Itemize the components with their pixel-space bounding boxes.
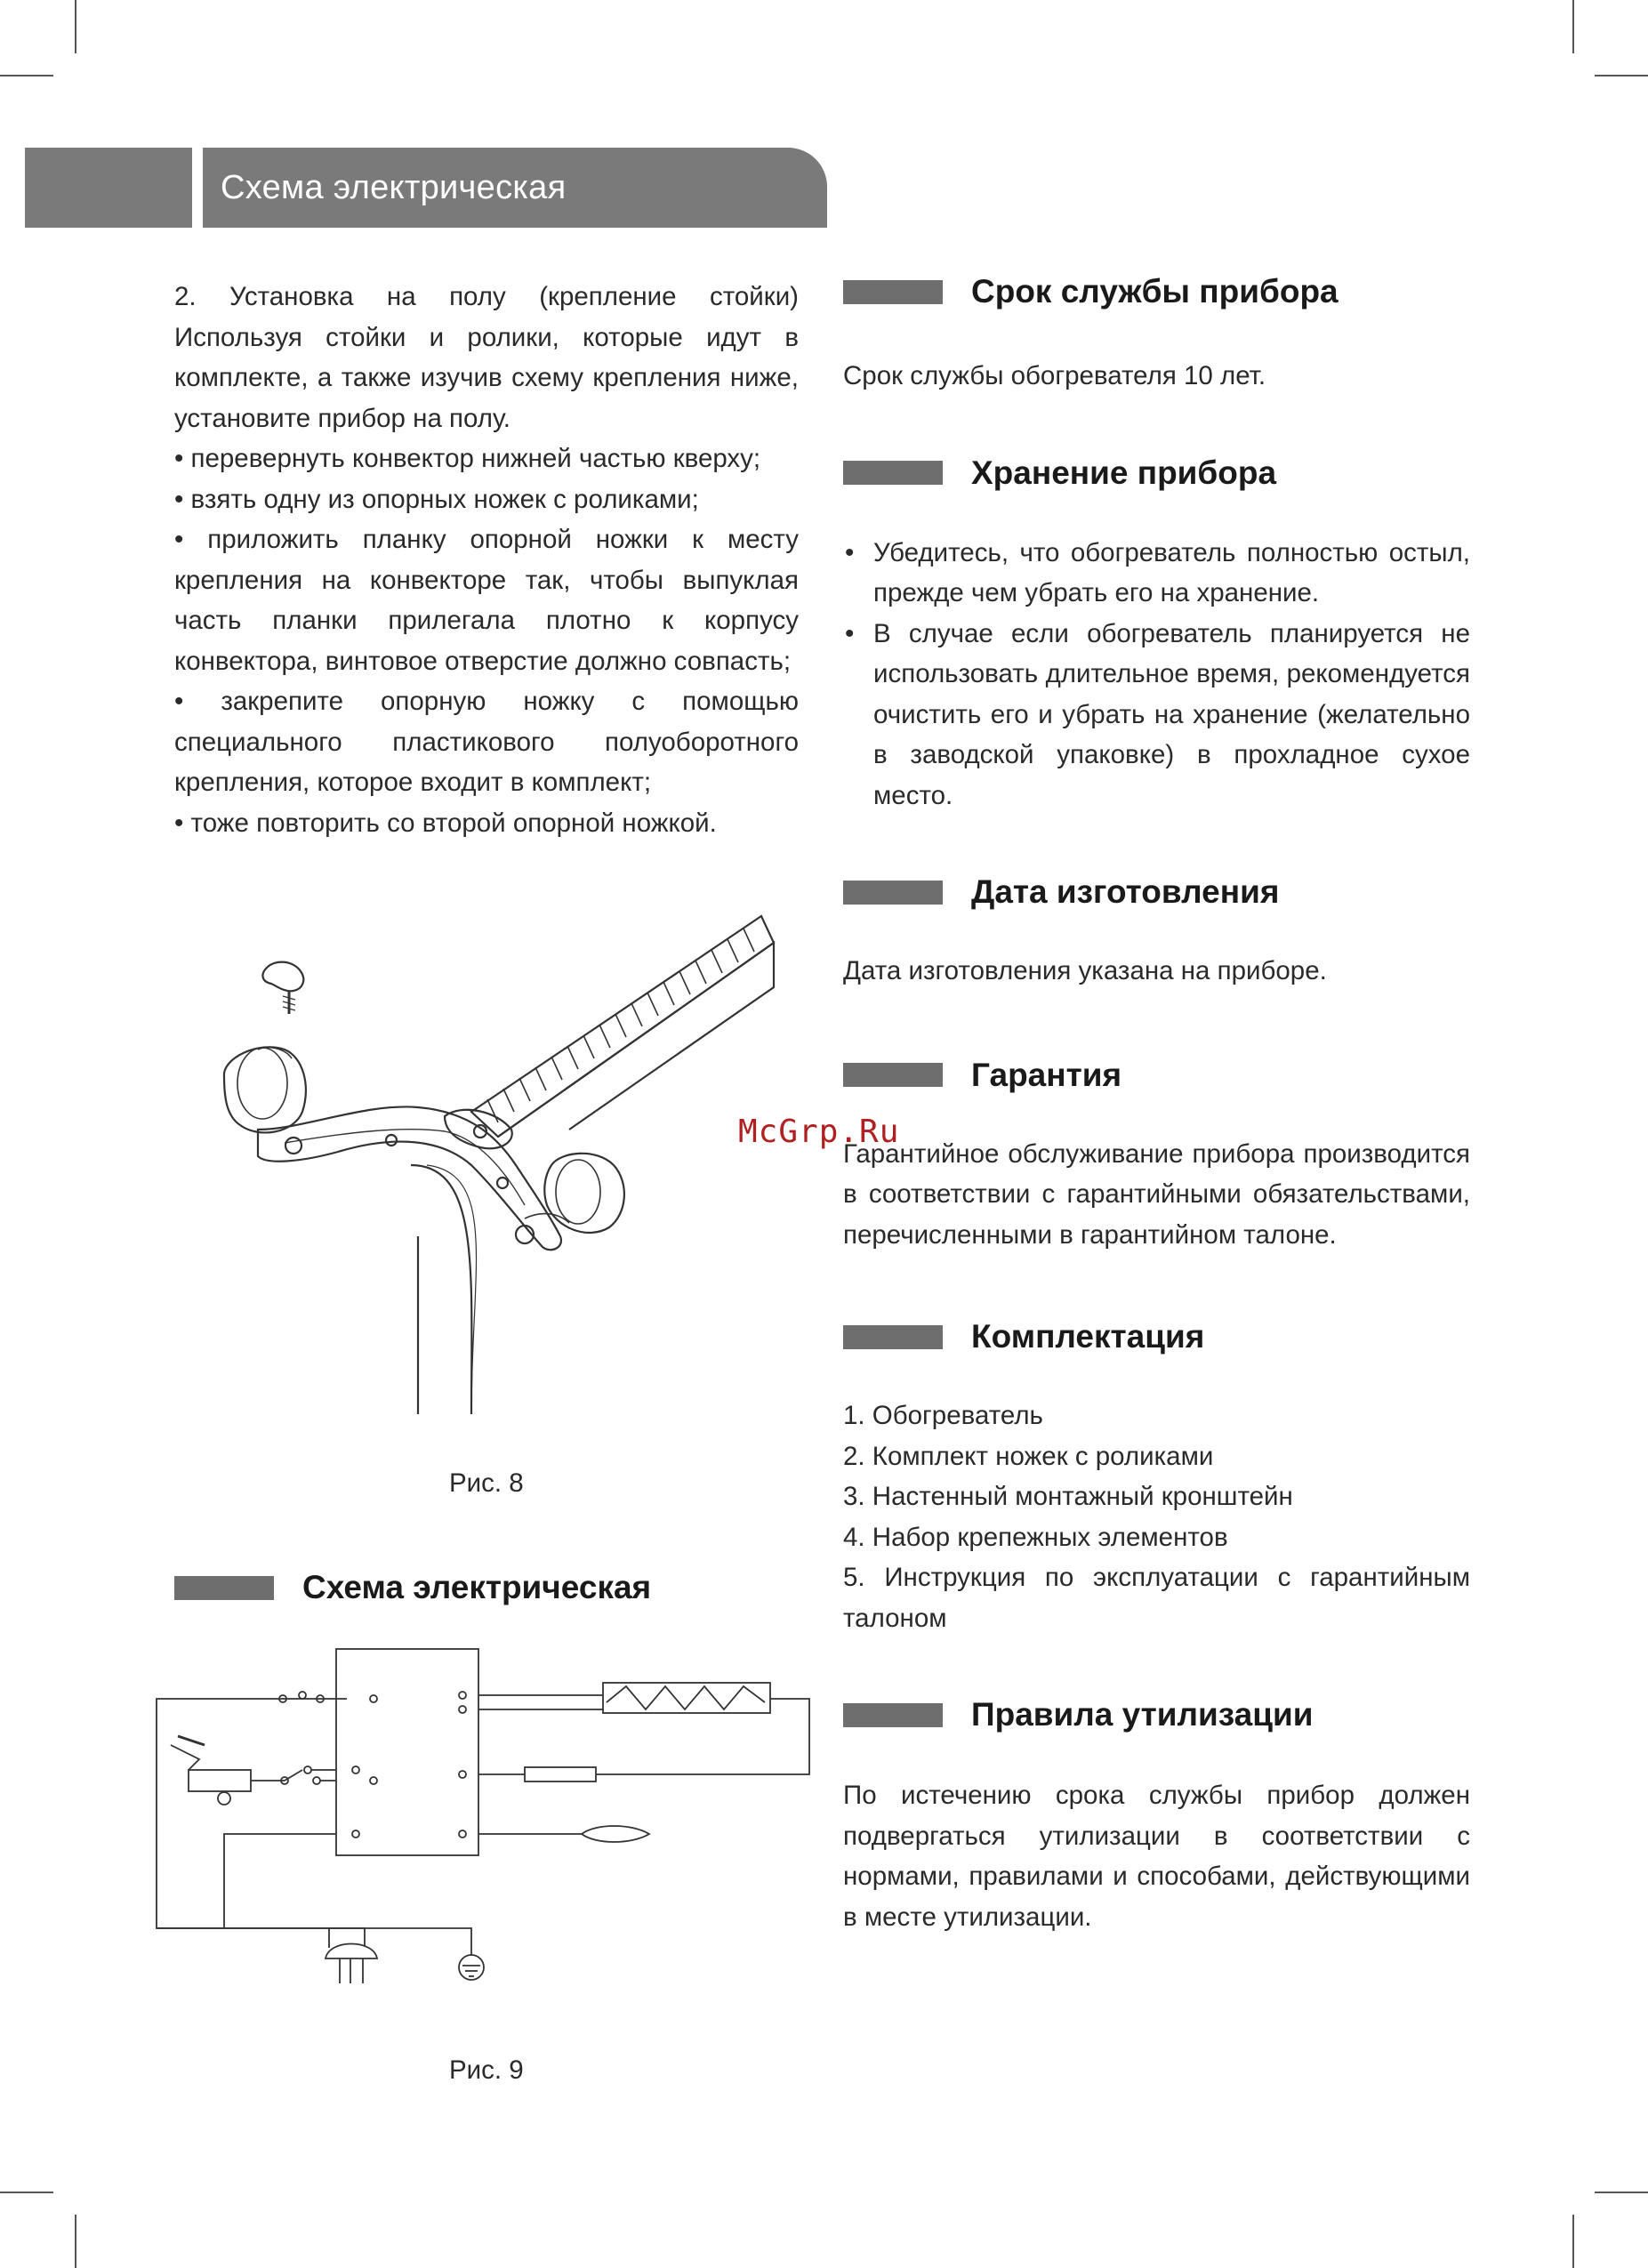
crop-mark: [1595, 2192, 1648, 2193]
list-item: 4. Набор крепежных элементов: [843, 1522, 1228, 1552]
crop-mark: [75, 0, 76, 53]
section-bar: [843, 1703, 943, 1727]
crop-mark: [1572, 0, 1574, 53]
section-bar: [174, 1576, 274, 1600]
section-head-disposal: [843, 1688, 1470, 1741]
list-item: 2. Комплект ножек с роликами: [843, 1441, 1214, 1471]
figure-8-caption: Рис. 8: [449, 1468, 524, 1498]
crop-mark: [0, 2192, 53, 2193]
page-title: Схема электрическая: [221, 168, 567, 206]
section-title: Дата изготовления: [971, 873, 1280, 910]
manufacture-date-text: Дата изготовления указана на приборе.: [843, 956, 1327, 985]
right-column: [843, 265, 1470, 1937]
install-step: • приложить планку опорной ножки к месту крепления на конвекторе так, чтобы выпуклая часть планки прилегала плотно к корпусу конвектора, винтовое отверстие должно совпасть;: [174, 525, 799, 676]
install-step: • тоже повторить со второй опорной ножкой.: [174, 808, 717, 838]
disposal-text: По истечению срока службы прибор должен подвергаться утилизации в соответствии с нормами, правилами и способами, действующими в месте утилизации.: [843, 1781, 1470, 1932]
section-head-schema: [174, 1561, 651, 1614]
storage-list: [843, 533, 1470, 816]
section-title: Комплектация: [971, 1318, 1205, 1355]
leg-assembly-figure: [205, 898, 809, 1423]
figure-9-caption: Рис. 9: [449, 2055, 524, 2085]
list-item: 3. Настенный монтажный кронштейн: [843, 1482, 1293, 1511]
section-head-warranty: [843, 1049, 1470, 1102]
section-bar: [843, 1063, 943, 1087]
watermark: McGrp.Ru: [738, 1114, 900, 1150]
section-title: Срок службы прибора: [971, 273, 1338, 310]
section-title: Хранение прибора: [971, 454, 1277, 491]
list-item: • Убедитесь, что обогреватель полностью остыл, прежде чем убрать его на хранение.: [843, 533, 1470, 614]
section-title: Гарантия: [971, 1056, 1122, 1093]
section-bar: [843, 461, 943, 485]
list-item: 5. Инструкция по эксплуатации с гарантийным талоном: [843, 1563, 1470, 1633]
install-step: • перевернуть конвектор нижней частью кверху;: [174, 444, 761, 473]
wiring-diagram: [151, 1645, 827, 2010]
section-title: Схема электрическая: [302, 1569, 652, 1605]
crop-mark: [75, 2215, 76, 2268]
section-bar: [843, 1325, 943, 1349]
crop-mark: [0, 75, 53, 76]
service-life-text: Срок службы обогревателя 10 лет.: [843, 361, 1266, 390]
section-head-service-life: [843, 265, 1470, 318]
section-head-storage: [843, 446, 1470, 500]
install-step: • взять одну из опорных ножек с роликами;: [174, 484, 699, 514]
install-step: • закрепите опорную ножку с помощью специального пластикового полуоборотного крепления, которое входит в комплект;: [174, 687, 799, 797]
section-bar: [843, 881, 943, 905]
left-column: [174, 277, 799, 843]
warranty-text: Гарантийное обслуживание прибора производится в соответствии с гарантийными обязательствами, перечисленными в гарантийном талоне.: [843, 1138, 1470, 1250]
section-head-contents: [843, 1310, 1470, 1363]
section-bar: [843, 280, 943, 304]
section-title: Правила утилизации: [971, 1696, 1314, 1733]
page-header: [203, 148, 827, 228]
crop-mark: [1595, 75, 1648, 76]
list-item: 1. Обогреватель: [843, 1401, 1043, 1430]
install-intro: 2. Установка на полу (крепление стойки) Используя стойки и ролики, которые идут в комплекте, а также изучив схему крепления ниже, установите прибор на полу.: [174, 282, 799, 433]
contents-list: [843, 1395, 1470, 1638]
section-head-manufacture-date: [843, 865, 1470, 919]
list-item: • В случае если обогреватель планируется не использовать длительное время, рекомендуется очистить его и убрать на хранение (желательно в заводской упаковке) в прохладное сухое место.: [843, 614, 1470, 816]
crop-mark: [1572, 2215, 1574, 2268]
header-tab-block: [25, 148, 192, 228]
